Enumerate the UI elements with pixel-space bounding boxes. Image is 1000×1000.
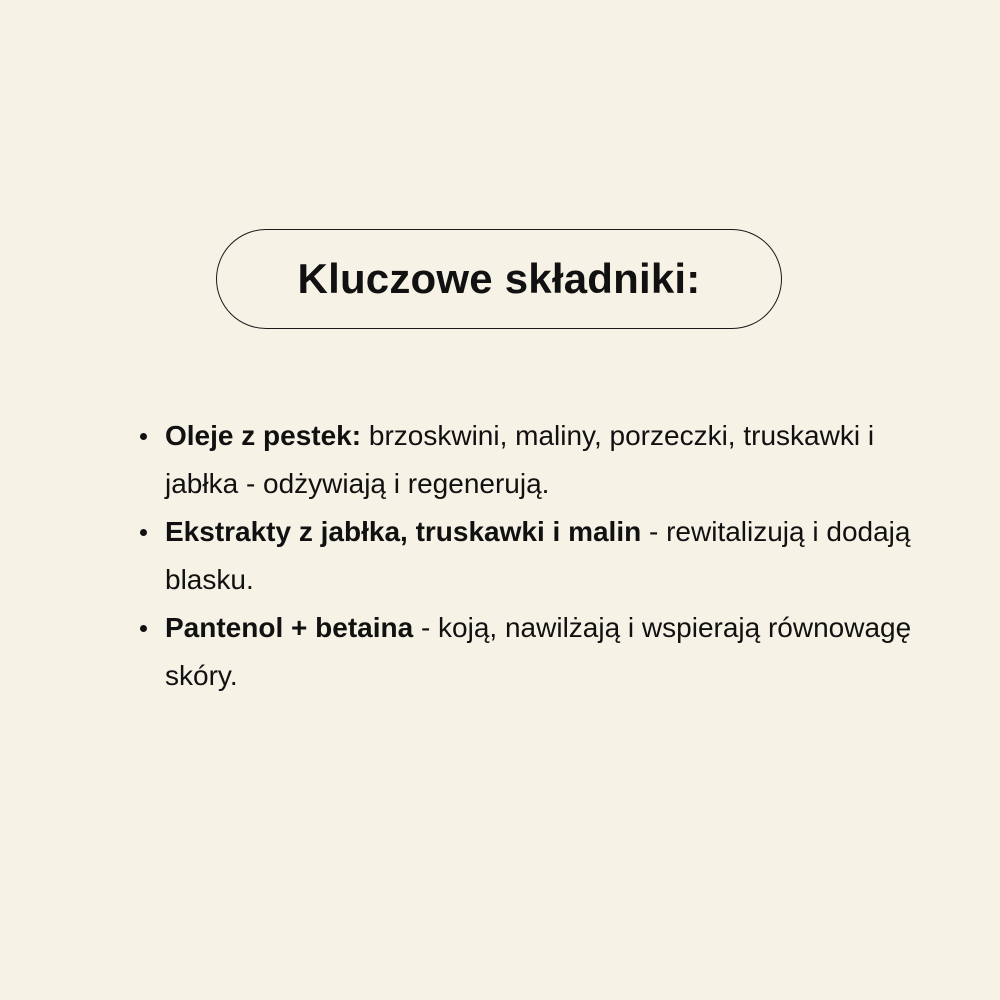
title-pill	[216, 229, 782, 329]
list-item	[140, 412, 920, 508]
bullet-icon	[140, 529, 147, 536]
list-item	[140, 508, 920, 604]
item-bold-label: Ekstrakty z jabłka, truskawki i malin	[165, 516, 642, 547]
item-description: brzoskwini, maliny, porzeczki, truskawki i jabłka - odżywiają i regenerują.	[165, 420, 875, 499]
title-heading: Kluczowe składniki:	[297, 255, 701, 302]
bullet-icon	[140, 433, 147, 440]
item-description: - rewitalizują i dodają blasku.	[165, 516, 911, 595]
bullet-icon	[140, 625, 147, 632]
ingredients-list	[140, 412, 920, 700]
list-item	[140, 604, 920, 700]
item-bold-label: Oleje z pestek:	[165, 420, 362, 451]
item-bold-label: Pantenol + betaina	[165, 612, 414, 643]
item-description: - koją, nawilżają i wspierają równowagę skóry.	[165, 612, 912, 691]
